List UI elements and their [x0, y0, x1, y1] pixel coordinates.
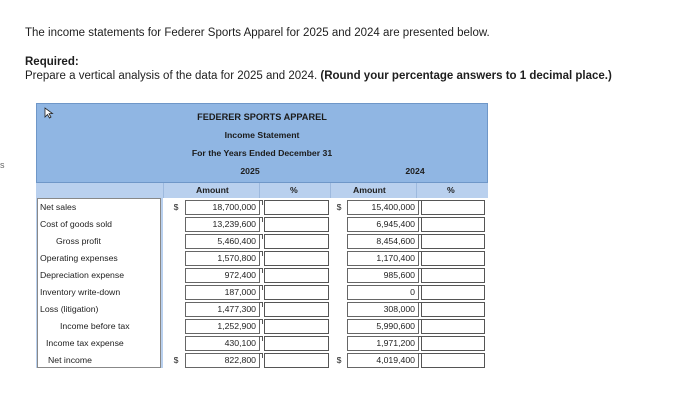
- row-label-loss-litigation: Loss (litigation): [40, 304, 99, 314]
- percent-2024-input[interactable]: [421, 251, 485, 266]
- percent-2025-header: [259, 183, 330, 198]
- amount-2024-loss-litigation: 308,000: [347, 302, 419, 317]
- percent-2024-input[interactable]: [421, 285, 485, 300]
- row-label-net-sales: Net sales: [40, 202, 77, 212]
- required-heading: Required:: [25, 56, 79, 68]
- year-2024-header: 2024: [405, 166, 425, 176]
- dollar-sign: $: [336, 202, 342, 212]
- amount-2025-inventory-write-down: 187,000: [185, 285, 260, 300]
- row-label-income-tax-expense: Income tax expense: [46, 338, 124, 348]
- amount-2024-header: [330, 183, 416, 198]
- income-statement-table: [36, 103, 488, 368]
- row-label-gross-profit: Gross profit: [56, 236, 101, 246]
- percent-2024-input[interactable]: [421, 234, 485, 249]
- amount-2025-label: Amount: [196, 185, 229, 195]
- row-label-depreciation: Depreciation expense: [40, 270, 125, 280]
- amount-2024-income-before-tax: 5,990,600: [347, 319, 419, 334]
- percent-2025-input[interactable]: [264, 336, 329, 351]
- row-label-operating-expenses: Operating expenses: [40, 253, 118, 263]
- statement-title: Income Statement: [224, 130, 300, 140]
- row-label-cogs: Cost of goods sold: [40, 219, 112, 229]
- amount-2024-inventory-write-down: 0: [347, 285, 419, 300]
- amount-2025-operating-expenses: 1,570,800: [185, 251, 260, 266]
- year-2025-header: 2025: [240, 166, 260, 176]
- percent-2025-input[interactable]: [264, 353, 329, 368]
- amount-2025-header: [163, 183, 259, 198]
- percent-2024-label: %: [447, 185, 455, 195]
- percent-2025-input[interactable]: [264, 285, 329, 300]
- percent-2025-input[interactable]: [264, 200, 329, 215]
- amount-2024-operating-expenses: 1,170,400: [347, 251, 419, 266]
- amount-2024-label: Amount: [353, 185, 386, 195]
- amount-2025-loss-litigation: 1,477,300: [185, 302, 260, 317]
- percent-2025-input[interactable]: [264, 217, 329, 232]
- amount-2025-income-before-tax: 1,252,900: [185, 319, 260, 334]
- row-label-income-before-tax: Income before tax: [60, 321, 130, 331]
- amount-2024-gross-profit: 8,454,600: [347, 234, 419, 249]
- mouse-cursor-icon: [44, 107, 56, 119]
- intro-text: The income statements for Federer Sports Apparel for 2025 and 2024 are presented below.: [25, 27, 490, 39]
- amount-2025-cogs: 13,239,600: [185, 217, 260, 232]
- percent-2024-input[interactable]: [421, 302, 485, 317]
- required-text: Prepare a vertical analysis of the data for 2025 and 2024.: [25, 70, 318, 82]
- percent-2024-input[interactable]: [421, 268, 485, 283]
- company-name: FEDERER SPORTS APPAREL: [197, 112, 327, 122]
- rounding-note: (Round your percentage answers to 1 decimal place.): [320, 70, 612, 82]
- amount-2024-net-sales: 15,400,000: [347, 200, 419, 215]
- percent-2024-input[interactable]: [421, 336, 485, 351]
- percent-2025-input[interactable]: [264, 319, 329, 334]
- percent-2025-input[interactable]: [264, 268, 329, 283]
- percent-2025-label: %: [290, 185, 298, 195]
- table-header: [36, 103, 488, 183]
- margin-mark: s: [0, 160, 5, 170]
- required-instructions: [25, 70, 612, 82]
- row-label-net-income: Net income: [48, 355, 92, 365]
- amount-2025-gross-profit: 5,460,400: [185, 234, 260, 249]
- dollar-sign: $: [336, 355, 342, 365]
- percent-2024-header: [416, 183, 488, 198]
- percent-2024-input[interactable]: [421, 319, 485, 334]
- amount-2024-depreciation: 985,600: [347, 268, 419, 283]
- percent-2025-input[interactable]: [264, 234, 329, 249]
- amount-2025-net-income: 822,800: [185, 353, 260, 368]
- percent-2025-input[interactable]: [264, 302, 329, 317]
- amount-2025-net-sales: 18,700,000: [185, 200, 260, 215]
- amount-2024-cogs: 6,945,400: [347, 217, 419, 232]
- amount-2024-income-tax-expense: 1,971,200: [347, 336, 419, 351]
- row-label-inventory-write-down: Inventory write-down: [40, 287, 121, 297]
- amount-2025-income-tax-expense: 430,100: [185, 336, 260, 351]
- amount-2025-depreciation: 972,400: [185, 268, 260, 283]
- percent-2024-input[interactable]: [421, 200, 485, 215]
- percent-2024-input[interactable]: [421, 353, 485, 368]
- amount-2024-net-income: 4,019,400: [347, 353, 419, 368]
- dollar-sign: $: [173, 202, 179, 212]
- percent-2025-input[interactable]: [264, 251, 329, 266]
- dollar-sign: $: [173, 355, 179, 365]
- statement-period: For the Years Ended December 31: [191, 148, 333, 158]
- percent-2024-input[interactable]: [421, 217, 485, 232]
